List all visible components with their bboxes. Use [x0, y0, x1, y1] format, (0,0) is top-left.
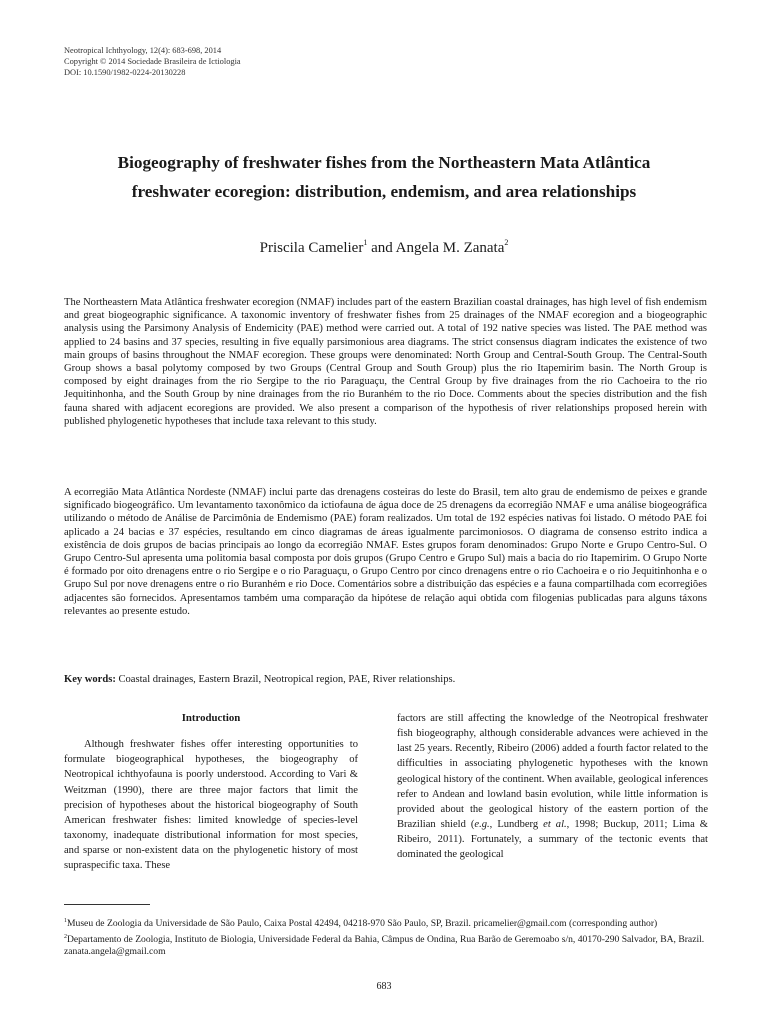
footnotes [64, 915, 709, 959]
section-heading-introduction: Introduction [181, 712, 241, 724]
introduction-continued-a: factors are still affecting the knowledge of the Neotropical freshwater fish biogeography, although considerable advances were achieved in the last 25 years. Recently, Ribeiro (2006) added a fourth factor related to the difficulties in associating phylogenetic hypotheses with the known geological history of the continent. When available, geological inferences refer to Andean and lowland basin evolution, while little information is provided about the geological history of the eastern portion of the Brazilian shield ( [397, 713, 708, 831]
page-number: 683 [376, 981, 392, 992]
introduction-continued-c: , 1998; Buckup, 2011; Lima & Ribeiro, 2011). Fortunately, a summary of the tectonic events that dominated the geological [397, 819, 708, 861]
article-title [30, 148, 738, 206]
body-column-right [397, 711, 708, 863]
footnote-2 [64, 931, 709, 959]
introduction-etal: et al. [543, 819, 567, 831]
journal-header [64, 45, 241, 78]
body-column-left [64, 711, 358, 874]
keywords-text: Coastal drainages, Eastern Brazil, Neotropical region, PAE, River relationships. [115, 674, 456, 685]
author-connector: and [367, 240, 396, 256]
article-doi: DOI: 10.1590/1982-0224-20130228 [64, 68, 186, 77]
abstract-portuguese: A ecorregião Mata Atlântica Nordeste (NMAF) inclui parte das drenagens costeiras do leste do Brasil, tem alto grau de endemismo de peixes e grande significado biogeográfico. Um levantamento taxonômico da ictiofauna de água doce de 25 drenagens da ecorregião NMAF e uma análise biogeográfica utilizando o método de Análise de Parcimônia de Endemismo (PAE) foram realizados. Um total de 192 espécies nativas foi listado. O método PAE foi aplicado a 24 bacias e 37 espécies, resultando em cinco diagramas de áreas igualmente parcimoniosos. O diagrama de consenso estrito indica a existência de dois grupos de bacias principais ao longo da ecorregião NMAF. Estes grupos foram denominados: Grupo Norte e Grupo Centro-Sul. O Grupo Centro-Sul apresenta uma politomia basal composta por dois grupos (Grupo Centro e Grupo Sul) mais a bacia do rio Itapemirim. O Grupo Norte é formado por oito drenagens entre o rio Sergipe e o rio Paraguaçu, o Grupo Centro por cinco drenagens entre o rio Cachoeira e o rio Jequitinhonha e o Grupo Sul por nove drenagens entre o rio Buranhém e rio Doce. Comentários sobre a distribuição das espécies e a fauna compartilhada com ecorregiões adjacentes são fornecidos. Apresentamos também uma comparação da hipótese de relação aqui obtida com filogenias publicadas para alguns táxons relevantes ao presente estudo. [64, 487, 707, 617]
author-2-affiliation-mark: 2 [504, 238, 509, 247]
footnote-2-mark: 2 [64, 933, 67, 940]
introduction-eg: e.g. [474, 819, 490, 831]
footnote-divider [64, 904, 150, 905]
abstract-english: The Northeastern Mata Atlântica freshwater ecoregion (NMAF) includes part of the eastern Brazilian coastal drainages, has high level of fish endemism and great biogeographic significance. A taxonomic inventory of freshwater fishes from 25 drainages of the NMAF ecoregion and a biogeographic analysis using the Parsimony Analysis of Endemicity (PAE) method were carried out. A total of 192 native species was listed. The PAE method was applied to 24 basins and 37 species, resulting in five equally parsimonious area diagrams. The strict consensus diagram indicates the existence of two main groups of basins throughout the NMAF ecoregion. These groups were denominated: North Group and Central-South Group. The Central-South Group shows a basal polytomy composed by two Groups (Central Group and South Group) plus the rio Itapemirim basin. The North Group is composed by eight drainages from the rio Sergipe to the rio Paraguaçu, the Central Group by five drainages from the rio Cachoeira to the rio Jequitinhonha, and the South Group by nine drainages from the rio Buranhém to the rio Doce. Comments about the species distribution and the fish fauna shared with adjacent ecoregions are provided. We also present a comparison of the hypothesis of river relationships proposed herein with published phylogenetic hypotheses that include taxa relevant to this study. [64, 297, 707, 427]
keywords-label: Key words: [64, 674, 116, 685]
footnote-1-mark: 1 [64, 918, 67, 924]
keywords [64, 674, 455, 685]
footnote-1 [64, 915, 709, 931]
journal-citation: Neotropical Ichthyology, 12(4): 683-698, 2014 [64, 46, 222, 55]
author-list [0, 240, 768, 257]
author-1-affiliation-mark: 1 [363, 238, 368, 247]
author-1: Priscila Camelier [259, 240, 364, 256]
footnote-1-text: Museu de Zoologia da Universidade de São Paulo, Caixa Postal 42494, 04218-970 São Paulo, SP, Brazil. pricamelier@gmail.com (corresponding author) [67, 918, 658, 930]
introduction-continued-b: , Lundberg [489, 819, 544, 831]
introduction-paragraph-1: Although freshwater fishes offer interesting opportunities to formulate biogeographical hypotheses, the biogeography of Neotropical ichthyofauna is poorly understood. According to Vari & Weitzman (1990), there are three major factors that limit the precision of hypotheses about the historical biogeography of South American freshwater fishes: limited knowledge of species-level taxonomy, inadequate distributional information for most species, and sparse or non-existent data on the phylogenetic history of most supraspecific taxa. These [64, 739, 358, 872]
journal-copyright: Copyright © 2014 Sociedade Brasileira de Ictiologia [64, 57, 241, 66]
title-line-1: Biogeography of freshwater fishes from the Northeastern Mata Atlântica [117, 153, 651, 172]
footnote-2-text: Departamento de Zoologia, Instituto de Biologia, Universidade Federal da Bahia, Câmpus de Ondina, Rua Barão de Geremoabo s/n, 40170-290 Salvador, BA, Brazil. zanata.angela@gmail.com [64, 933, 705, 958]
author-2: Angela M. Zanata [395, 240, 505, 256]
title-line-2: freshwater ecoregion: distribution, endemism, and area relationships [131, 182, 637, 201]
